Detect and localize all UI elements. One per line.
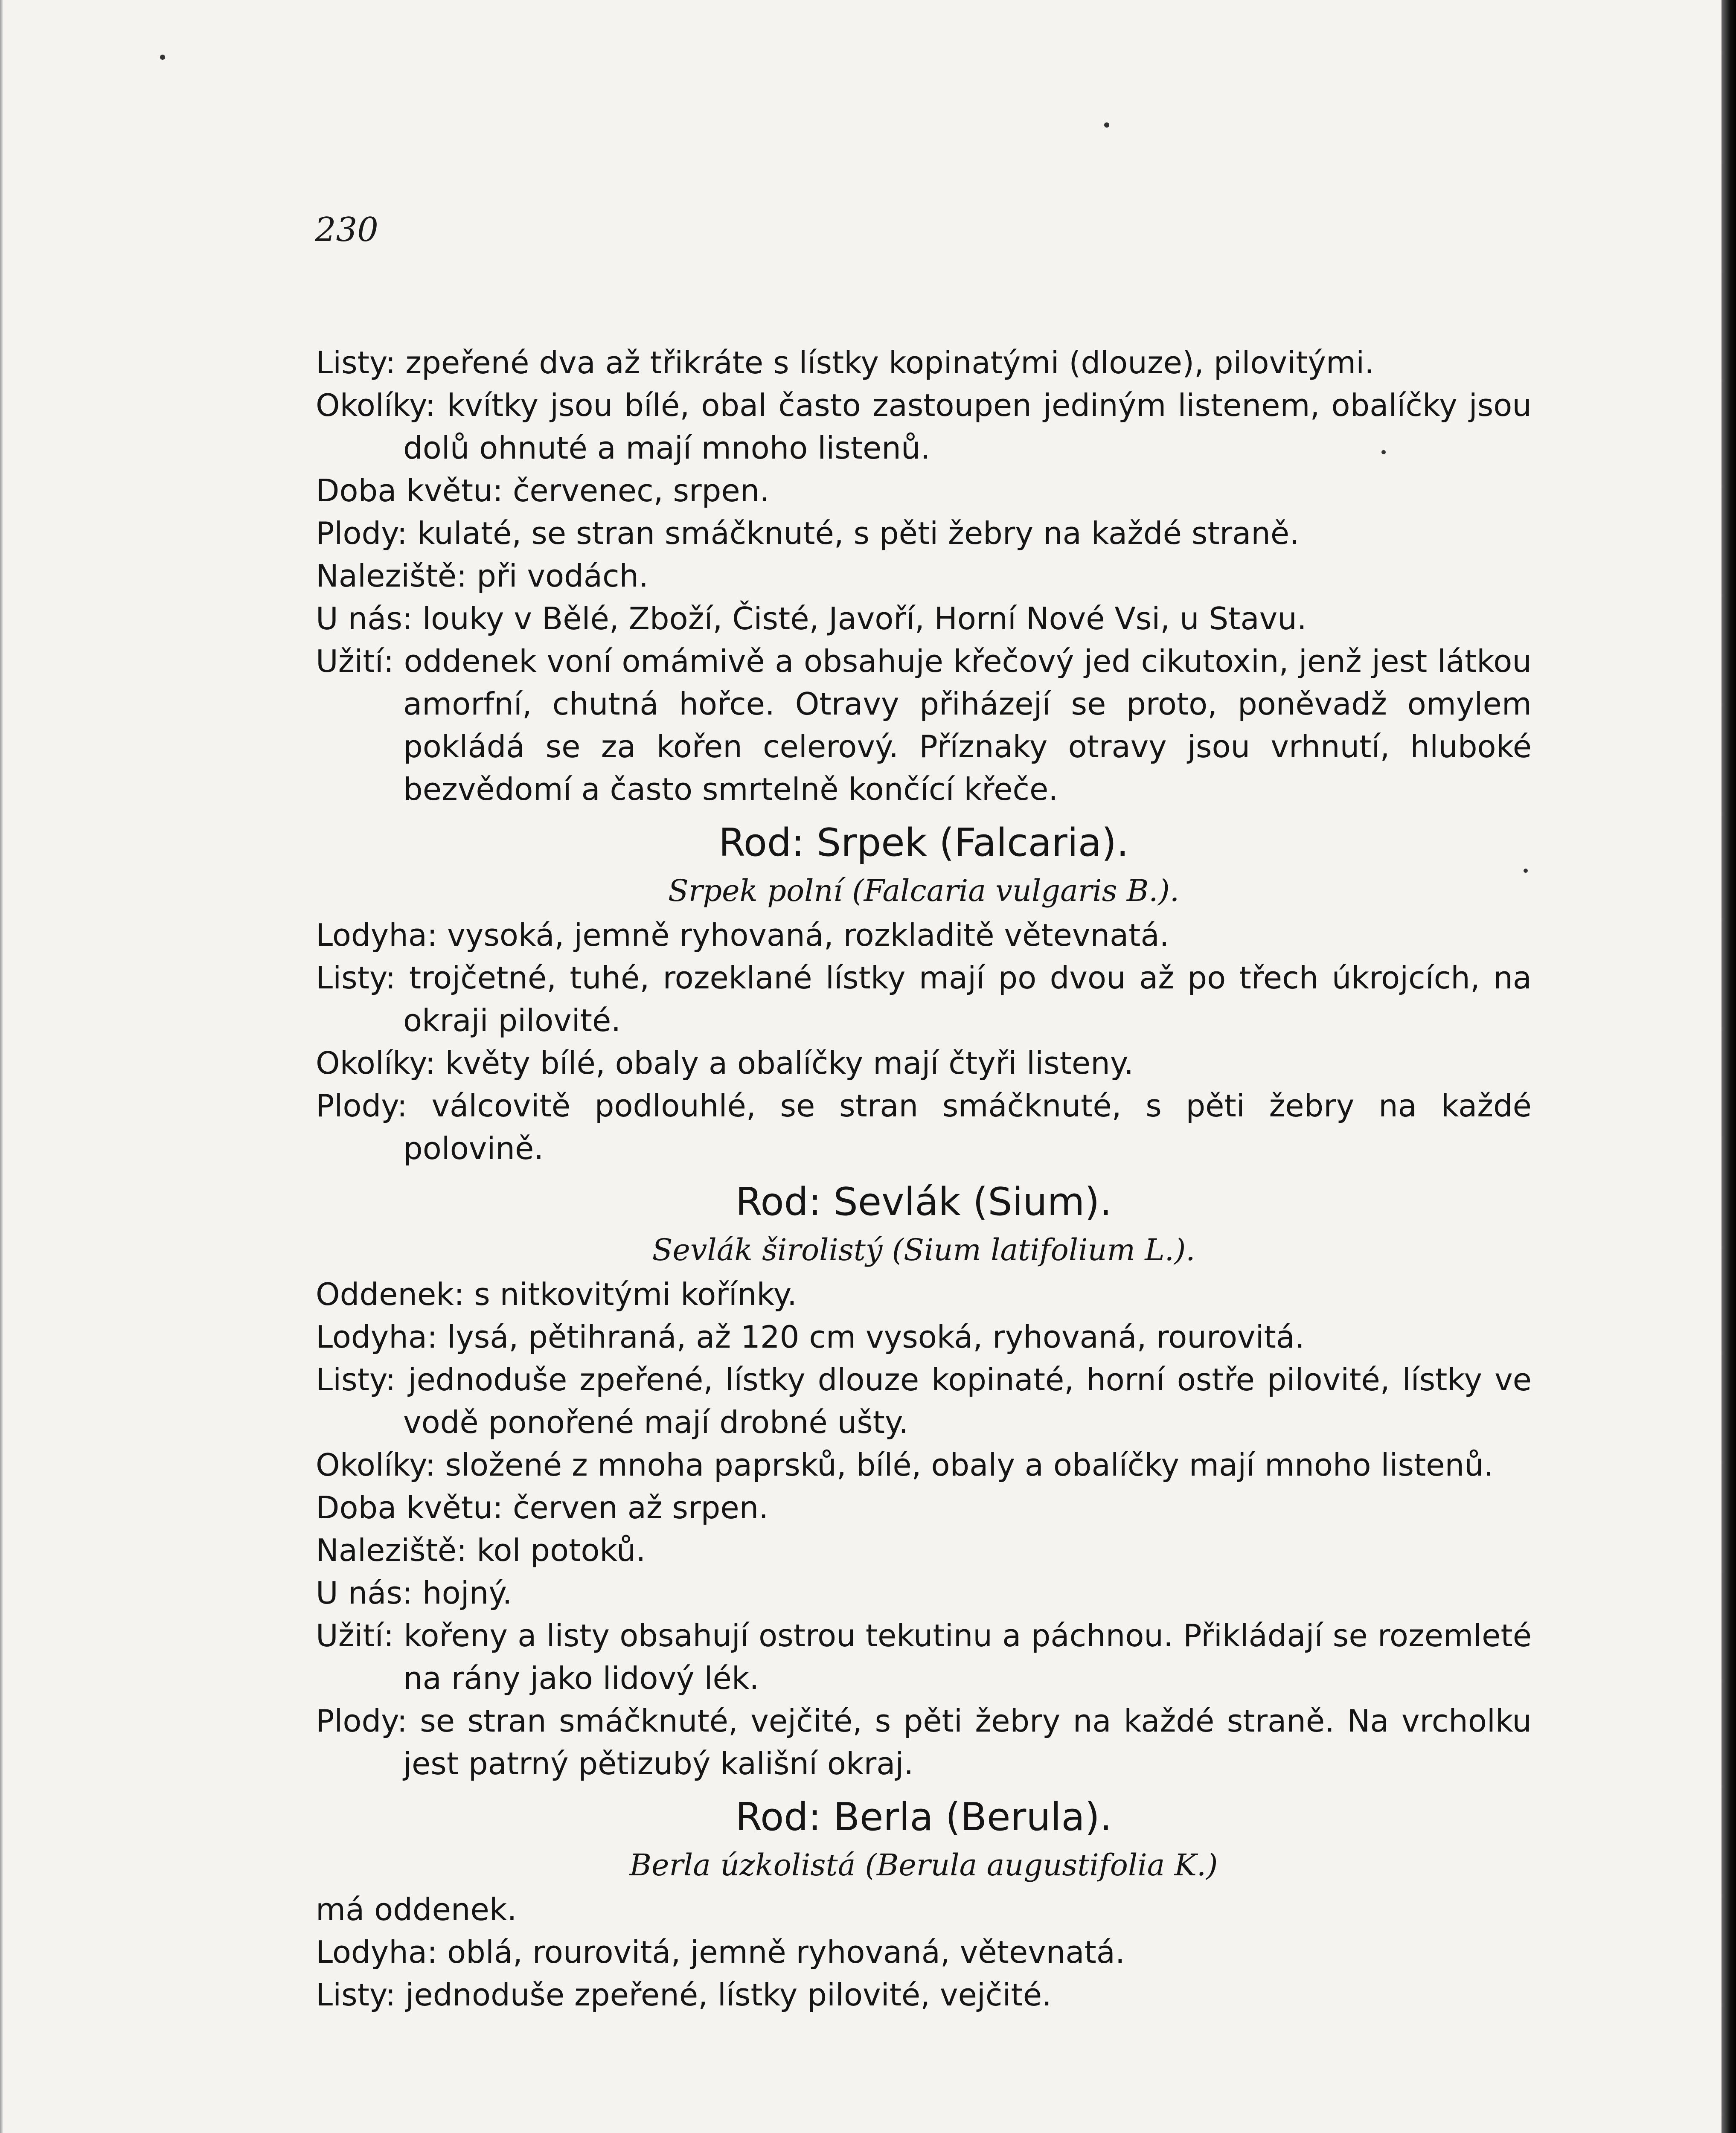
entry-naleziste: Naleziště: při vodách.	[316, 558, 649, 594]
entry-listy: Listy: zpeřené dva až třikráte s lístky kopinatými (dlouze), pilovitými.	[316, 345, 1375, 381]
entry-plody: Plody: se stran smáčknuté, vejčité, s pěti žebry na každé straně. Na vrcholku jest patrný pětizubý kališní okraj.	[316, 1703, 1532, 1781]
entry-lodyha: Lodyha: oblá, rourovitá, jemně ryhovaná, větevnatá.	[316, 1934, 1125, 1970]
page-number: 230	[315, 211, 378, 249]
entry-u-nas: U nás: louky v Bělé, Zboží, Čisté, Javoří, Horní Nové Vsi, u Stavu.	[316, 601, 1307, 636]
species-berula: Berla úzkolistá (Berula augustifolia K.)	[629, 1848, 1218, 1883]
entry-naleziste: Naleziště: kol potoků.	[316, 1532, 646, 1568]
entry-oddenek: Oddenek: s nitkovitými kořínky.	[316, 1276, 797, 1312]
section-title-berula: Rod: Berla (Berula).	[735, 1795, 1112, 1839]
dust-speck	[1104, 122, 1109, 128]
dust-speck	[1524, 869, 1528, 873]
page-edge-left	[0, 0, 3, 2133]
entry-plody: Plody: kulaté, se stran smáčknuté, s pěti žebry na každé straně.	[316, 515, 1300, 551]
dust-speck	[160, 55, 165, 60]
page-edge-right	[1721, 0, 1736, 2133]
entry-okoliky: Okolíky: květy bílé, obaly a obalíčky mají čtyři listeny.	[316, 1045, 1134, 1081]
entry-lodyha: Lodyha: vysoká, jemně ryhovaná, rozkladitě větevnatá.	[316, 917, 1169, 953]
entry-u-nas: U nás: hojný.	[316, 1575, 512, 1611]
entry-okoliky: Okolíky: kvítky jsou bílé, obal často zastoupen jediným listenem, obalíčky jsou dolů ohnuté a mají mnoho listenů.	[316, 387, 1532, 466]
page-body	[316, 341, 1532, 2016]
entry-uziti: Užití: kořeny a listy obsahují ostrou tekutinu a páchnou. Přikládají se rozemleté na rány jako lidový lék.	[316, 1618, 1532, 1696]
entry-doba-kvetu: Doba květu: červen až srpen.	[316, 1490, 769, 1526]
entry-intro-text: má oddenek.	[316, 1892, 517, 1927]
entry-lodyha: Lodyha: lysá, pětihraná, až 120 cm vysoká, ryhovaná, rourovitá.	[316, 1319, 1305, 1355]
species-falcaria: Srpek polní (Falcaria vulgaris B.).	[668, 873, 1180, 908]
dust-speck	[1381, 450, 1386, 454]
entry-listy: Listy: jednoduše zpeřené, lístky dlouze kopinaté, horní ostře pilovité, lístky ve vodě ponořené mají drobné ušty.	[316, 1362, 1532, 1440]
entry-uziti: Užití: oddenek voní omámivě a obsahuje křečový jed cikutoxin, jenž jest látkou amorfní, chutná hořce. Otravy přiházejí se proto, poněvadž omylem pokládá se za kořen celerový. Příznaky otravy jsou vrhnutí, hluboké bezvědomí a často smrtelně končící křeče.	[316, 643, 1532, 807]
species-sium: Sevlák širolistý (Sium latifolium L.).	[652, 1232, 1195, 1267]
entry-listy: Listy: jednoduše zpeřené, lístky pilovité, vejčité.	[316, 1977, 1052, 2013]
entry-listy: Listy: trojčetné, tuhé, rozeklané lístky mají po dvou až po třech úkrojcích, na okraji pilovité.	[316, 960, 1532, 1038]
entry-plody: Plody: válcovitě podlouhlé, se stran smáčknuté, s pěti žebry na každé polovině.	[316, 1088, 1532, 1166]
section-title-sium: Rod: Sevlák (Sium).	[736, 1180, 1112, 1224]
entry-doba-kvetu: Doba květu: červenec, srpen.	[316, 473, 770, 509]
entry-okoliky: Okolíky: složené z mnoha paprsků, bílé, obaly a obalíčky mají mnoho listenů.	[316, 1447, 1494, 1483]
section-title-falcaria: Rod: Srpek (Falcaria).	[718, 820, 1129, 865]
